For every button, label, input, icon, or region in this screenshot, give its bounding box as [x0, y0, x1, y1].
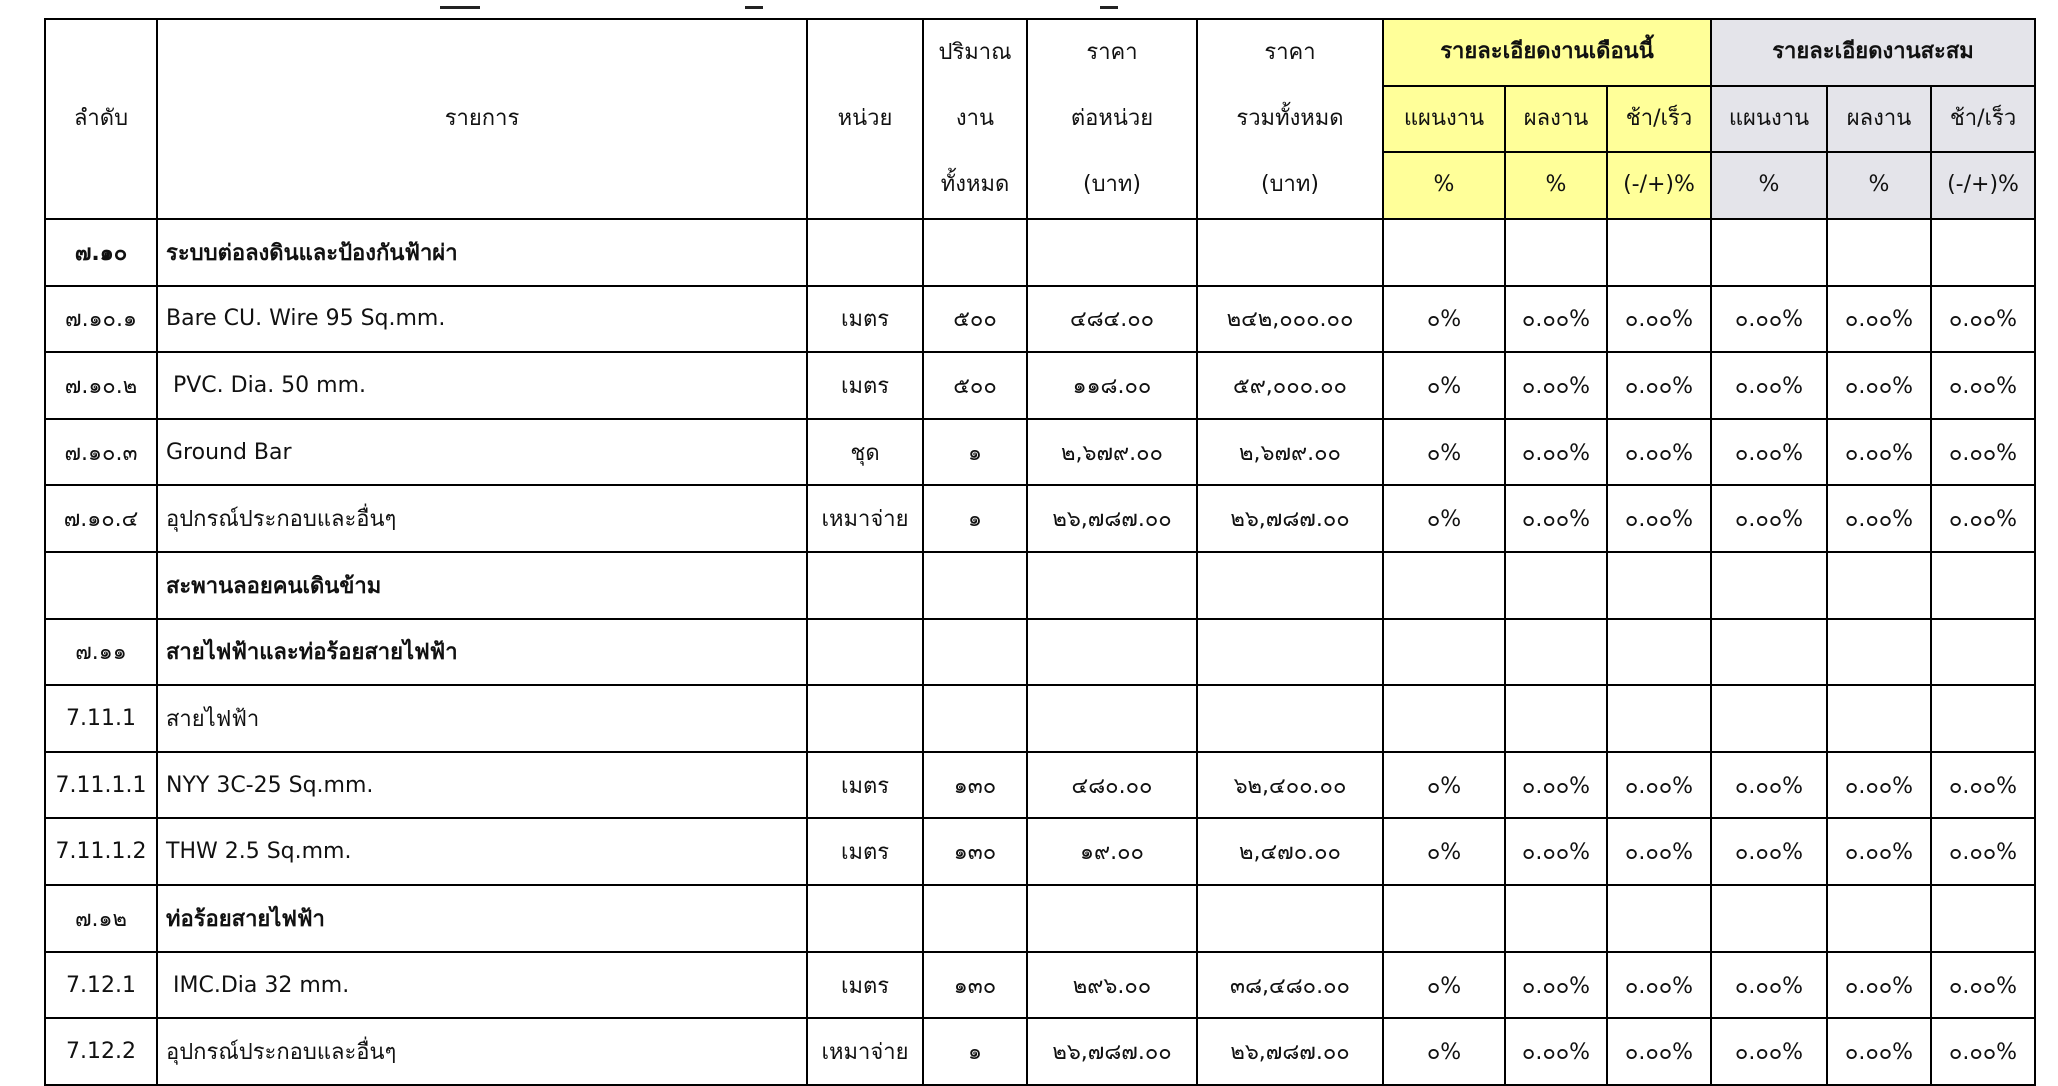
row-month-result	[1505, 685, 1607, 752]
row-month-plan: ๐%	[1383, 1018, 1505, 1085]
row-unit-price	[1027, 685, 1197, 752]
row-cum-plan	[1711, 552, 1827, 619]
row-cum-result: ๐.๐๐%	[1827, 752, 1931, 819]
row-cum-plan	[1711, 219, 1827, 286]
row-cum-delay: ๐.๐๐%	[1931, 352, 2035, 419]
row-unit-price: ๒๖,๗๘๗.๐๐	[1027, 1018, 1197, 1085]
row-unit-price	[1027, 619, 1197, 686]
row-number	[45, 552, 157, 619]
table-row	[45, 352, 2035, 419]
row-quantity: ๑๓๐	[923, 752, 1027, 819]
header-month-delay: ช้า/เร็ว	[1607, 86, 1711, 153]
header-unit-price: ราคา ต่อหน่วย (บาท)	[1027, 19, 1197, 219]
row-month-plan	[1383, 619, 1505, 686]
row-cum-result: ๐.๐๐%	[1827, 352, 1931, 419]
header-month-result: ผลงาน	[1505, 86, 1607, 153]
row-number: 7.12.2	[45, 1018, 157, 1085]
row-month-plan: ๐%	[1383, 485, 1505, 552]
row-quantity: ๑	[923, 1018, 1027, 1085]
table-row	[45, 485, 2035, 552]
table-row	[45, 1018, 2035, 1085]
row-month-result	[1505, 619, 1607, 686]
header-cum-delay: ช้า/เร็ว	[1931, 86, 2035, 153]
row-unit: เมตร	[807, 352, 923, 419]
row-quantity: ๑	[923, 419, 1027, 486]
row-month-delay	[1607, 685, 1711, 752]
row-number: 7.11.1.1	[45, 752, 157, 819]
row-cum-delay	[1931, 885, 2035, 952]
row-month-delay: ๐.๐๐%	[1607, 286, 1711, 353]
cropped-title-fragments	[0, 0, 2058, 14]
row-total-price: ๒๔๒,๐๐๐.๐๐	[1197, 286, 1383, 353]
row-quantity: ๕๐๐	[923, 286, 1027, 353]
row-cum-result	[1827, 552, 1931, 619]
row-month-delay: ๐.๐๐%	[1607, 419, 1711, 486]
row-cum-delay	[1931, 219, 2035, 286]
row-unit	[807, 219, 923, 286]
table-row	[45, 752, 2035, 819]
row-month-plan	[1383, 685, 1505, 752]
row-month-result: ๐.๐๐%	[1505, 286, 1607, 353]
header-quantity: ปริมาณ งาน ทั้งหมด	[923, 19, 1027, 219]
row-unit: เมตร	[807, 952, 923, 1019]
row-unit	[807, 885, 923, 952]
table-row	[45, 818, 2035, 885]
header-month-delay-unit: (-/+)%	[1607, 152, 1711, 219]
row-item: Ground Bar	[157, 419, 807, 486]
table-row	[45, 952, 2035, 1019]
row-unit-price: ๒๖,๗๘๗.๐๐	[1027, 485, 1197, 552]
row-cum-delay: ๐.๐๐%	[1931, 485, 2035, 552]
row-unit: เมตร	[807, 752, 923, 819]
row-quantity	[923, 219, 1027, 286]
row-cum-result	[1827, 619, 1931, 686]
table-row	[45, 552, 2035, 619]
header-cum-delay-unit: (-/+)%	[1931, 152, 2035, 219]
row-month-delay: ๐.๐๐%	[1607, 485, 1711, 552]
row-cum-result: ๐.๐๐%	[1827, 1018, 1931, 1085]
row-total-price: ๕๙,๐๐๐.๐๐	[1197, 352, 1383, 419]
row-unit: เมตร	[807, 286, 923, 353]
table-row	[45, 286, 2035, 353]
row-cum-result: ๐.๐๐%	[1827, 485, 1931, 552]
row-number: 7.11.1.2	[45, 818, 157, 885]
row-month-plan: ๐%	[1383, 352, 1505, 419]
header-cum-plan: แผนงาน	[1711, 86, 1827, 153]
row-month-delay: ๐.๐๐%	[1607, 752, 1711, 819]
row-month-delay	[1607, 885, 1711, 952]
row-item: อุปกรณ์ประกอบและอื่นๆ	[157, 1018, 807, 1085]
row-month-result: ๐.๐๐%	[1505, 352, 1607, 419]
row-cum-plan: ๐.๐๐%	[1711, 286, 1827, 353]
row-cum-result: ๐.๐๐%	[1827, 818, 1931, 885]
row-cum-delay: ๐.๐๐%	[1931, 1018, 2035, 1085]
row-cum-plan: ๐.๐๐%	[1711, 752, 1827, 819]
row-month-delay: ๐.๐๐%	[1607, 952, 1711, 1019]
row-cum-result	[1827, 219, 1931, 286]
row-item: Bare CU. Wire 95 Sq.mm.	[157, 286, 807, 353]
row-unit: เมตร	[807, 818, 923, 885]
row-unit	[807, 685, 923, 752]
row-cum-delay	[1931, 619, 2035, 686]
row-cum-result: ๐.๐๐%	[1827, 286, 1931, 353]
row-month-result: ๐.๐๐%	[1505, 419, 1607, 486]
row-unit: ชุด	[807, 419, 923, 486]
row-month-delay: ๐.๐๐%	[1607, 1018, 1711, 1085]
row-cum-plan: ๐.๐๐%	[1711, 485, 1827, 552]
table-row	[45, 619, 2035, 686]
row-month-delay	[1607, 619, 1711, 686]
row-unit: เหมาจ่าย	[807, 1018, 923, 1085]
row-total-price	[1197, 885, 1383, 952]
row-total-price: ๓๘,๔๘๐.๐๐	[1197, 952, 1383, 1019]
row-month-result	[1505, 219, 1607, 286]
row-cum-result	[1827, 685, 1931, 752]
row-cum-plan: ๐.๐๐%	[1711, 952, 1827, 1019]
row-unit	[807, 552, 923, 619]
row-month-plan: ๐%	[1383, 286, 1505, 353]
row-month-result: ๐.๐๐%	[1505, 1018, 1607, 1085]
row-month-result: ๐.๐๐%	[1505, 952, 1607, 1019]
row-cum-result: ๐.๐๐%	[1827, 419, 1931, 486]
header-cum-plan-unit: %	[1711, 152, 1827, 219]
row-month-delay: ๐.๐๐%	[1607, 352, 1711, 419]
row-unit-price	[1027, 552, 1197, 619]
row-item: PVC. Dia. 50 mm.	[157, 352, 807, 419]
row-item: สายไฟฟ้า	[157, 685, 807, 752]
row-total-price: ๒,๖๗๙.๐๐	[1197, 419, 1383, 486]
row-number: 7.11.1	[45, 685, 157, 752]
row-number: ๗.๑๑	[45, 619, 157, 686]
table-row	[45, 419, 2035, 486]
row-unit: เหมาจ่าย	[807, 485, 923, 552]
row-month-plan	[1383, 885, 1505, 952]
row-item: สายไฟฟ้าและท่อร้อยสายไฟฟ้า	[157, 619, 807, 686]
row-total-price: ๒๖,๗๘๗.๐๐	[1197, 1018, 1383, 1085]
row-total-price	[1197, 619, 1383, 686]
row-item: ระบบต่อลงดินและป้องกันฟ้าผ่า	[157, 219, 807, 286]
table-body	[45, 219, 2035, 1085]
row-number: ๗.๑๐.๓	[45, 419, 157, 486]
header-month-plan-unit: %	[1383, 152, 1505, 219]
row-unit-price: ๒,๖๗๙.๐๐	[1027, 419, 1197, 486]
row-cum-plan: ๐.๐๐%	[1711, 818, 1827, 885]
progress-table	[44, 18, 2036, 1086]
row-month-plan: ๐%	[1383, 752, 1505, 819]
row-month-result	[1505, 885, 1607, 952]
header-item: รายการ	[157, 19, 807, 219]
row-item: อุปกรณ์ประกอบและอื่นๆ	[157, 485, 807, 552]
row-cum-delay: ๐.๐๐%	[1931, 952, 2035, 1019]
row-month-plan: ๐%	[1383, 818, 1505, 885]
row-item: IMC.Dia 32 mm.	[157, 952, 807, 1019]
row-month-plan	[1383, 552, 1505, 619]
row-cum-delay: ๐.๐๐%	[1931, 419, 2035, 486]
row-month-result	[1505, 552, 1607, 619]
row-month-result: ๐.๐๐%	[1505, 818, 1607, 885]
table-row	[45, 685, 2035, 752]
row-month-plan: ๐%	[1383, 952, 1505, 1019]
header-cumulative: รายละเอียดงานสะสม	[1711, 19, 2035, 86]
row-item: NYY 3C-25 Sq.mm.	[157, 752, 807, 819]
row-item: สะพานลอยคนเดินข้าม	[157, 552, 807, 619]
header-no: ลำดับ	[45, 19, 157, 219]
row-quantity	[923, 552, 1027, 619]
row-cum-result	[1827, 885, 1931, 952]
row-number: 7.12.1	[45, 952, 157, 1019]
row-cum-plan: ๐.๐๐%	[1711, 419, 1827, 486]
row-total-price	[1197, 552, 1383, 619]
row-cum-result: ๐.๐๐%	[1827, 952, 1931, 1019]
row-quantity: ๕๐๐	[923, 352, 1027, 419]
row-quantity: ๑๓๐	[923, 818, 1027, 885]
row-cum-delay	[1931, 685, 2035, 752]
header-month-plan: แผนงาน	[1383, 86, 1505, 153]
row-unit	[807, 619, 923, 686]
row-quantity	[923, 619, 1027, 686]
row-cum-delay	[1931, 552, 2035, 619]
row-item: ท่อร้อยสายไฟฟ้า	[157, 885, 807, 952]
row-number: ๗.๑๐	[45, 219, 157, 286]
row-unit-price: ๒๙๖.๐๐	[1027, 952, 1197, 1019]
row-unit-price: ๔๘๔.๐๐	[1027, 286, 1197, 353]
header-cum-result: ผลงาน	[1827, 86, 1931, 153]
header-current-month: รายละเอียดงานเดือนนี้	[1383, 19, 1711, 86]
row-cum-delay: ๐.๐๐%	[1931, 286, 2035, 353]
row-unit-price: ๑๑๘.๐๐	[1027, 352, 1197, 419]
row-number: ๗.๑๐.๔	[45, 485, 157, 552]
row-quantity	[923, 685, 1027, 752]
row-number: ๗.๑๐.๑	[45, 286, 157, 353]
row-month-plan	[1383, 219, 1505, 286]
row-item: THW 2.5 Sq.mm.	[157, 818, 807, 885]
row-total-price: ๖๒,๔๐๐.๐๐	[1197, 752, 1383, 819]
row-month-delay: ๐.๐๐%	[1607, 818, 1711, 885]
row-number: ๗.๑๐.๒	[45, 352, 157, 419]
row-month-result: ๐.๐๐%	[1505, 752, 1607, 819]
header-unit: หน่วย	[807, 19, 923, 219]
header-month-result-unit: %	[1505, 152, 1607, 219]
row-cum-delay: ๐.๐๐%	[1931, 818, 2035, 885]
row-cum-plan: ๐.๐๐%	[1711, 1018, 1827, 1085]
row-cum-plan	[1711, 685, 1827, 752]
row-cum-plan	[1711, 619, 1827, 686]
row-total-price: ๒๖,๗๘๗.๐๐	[1197, 485, 1383, 552]
row-unit-price	[1027, 219, 1197, 286]
row-cum-delay: ๐.๐๐%	[1931, 752, 2035, 819]
row-unit-price: ๑๙.๐๐	[1027, 818, 1197, 885]
row-total-price	[1197, 219, 1383, 286]
row-month-result: ๐.๐๐%	[1505, 485, 1607, 552]
table-row	[45, 885, 2035, 952]
row-month-plan: ๐%	[1383, 419, 1505, 486]
row-quantity: ๑๓๐	[923, 952, 1027, 1019]
header-total-price: ราคา รวมทั้งหมด (บาท)	[1197, 19, 1383, 219]
row-month-delay	[1607, 219, 1711, 286]
row-number: ๗.๑๒	[45, 885, 157, 952]
row-quantity: ๑	[923, 485, 1027, 552]
row-total-price: ๒,๔๗๐.๐๐	[1197, 818, 1383, 885]
row-cum-plan	[1711, 885, 1827, 952]
row-unit-price: ๔๘๐.๐๐	[1027, 752, 1197, 819]
row-unit-price	[1027, 885, 1197, 952]
header-cum-result-unit: %	[1827, 152, 1931, 219]
row-cum-plan: ๐.๐๐%	[1711, 352, 1827, 419]
row-month-delay	[1607, 552, 1711, 619]
row-total-price	[1197, 685, 1383, 752]
table-row	[45, 219, 2035, 286]
row-quantity	[923, 885, 1027, 952]
